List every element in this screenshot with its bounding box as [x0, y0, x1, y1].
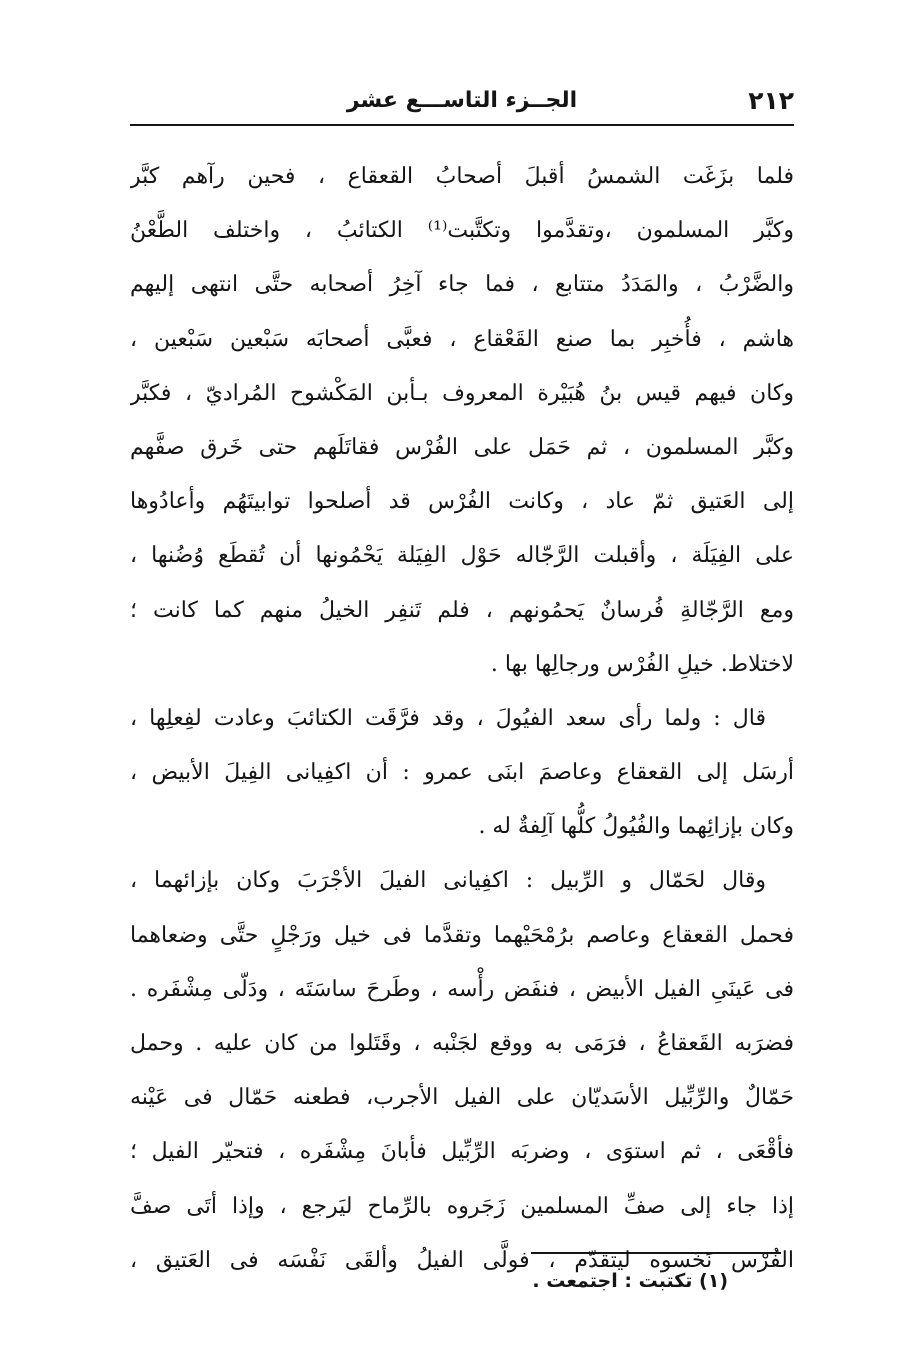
text-line: فأقْعَى ، ثم استوَى ، وضربَه الرِّبِّيل فأبانَ مِشْفَره ، فتحيّر الفيل ؛ — [130, 1139, 794, 1165]
footnote-rule — [531, 1252, 781, 1254]
text-line: هاشم ، فأُخبِر بما صنع القَعْقاع ، فعبَّى أصحابَه سَبْعين سَبْعين ، — [130, 326, 794, 352]
text-line: الفُرْس نَخَسوه ليتقدّم ، فولَّى الفيلُ وألقَى نَفْسَه فى العَتيق ، — [130, 1247, 794, 1273]
text-line: وكان بإزائِهما والفُيُولُ كلُّها آلِفةٌ له . — [478, 814, 794, 840]
text-line: فى عَينَىِ الفيل الأبيض ، فنفَض رأْسه ، وطَرحَ ساسَتَه ، ودَلّى مِشْفَره . — [130, 976, 794, 1002]
text-line: وكان فيهم قيس بنُ هُبَيْرة المعروف بـأبن المَكْشوح المُراديّ ، فكبَّر — [130, 380, 794, 406]
header-rule — [130, 124, 794, 126]
text-line: حَمّالٌ والرِّبِّيل الأسَديّان على الفيل الأجرب، فطعنه حَمّال فى عَيْنه — [130, 1085, 794, 1111]
running-title: الجــزء التاســـع عشر — [346, 88, 578, 113]
text-line: أرسَل إلى القعقاع وعاصمَ ابنَى عمرو : أن اكفِيانى الفِيلَ الأبيض ، — [130, 760, 794, 786]
text-line: إلى العَتيق ثمّ عاد ، وكانت الفُرْس قد أصلحوا توابيتَهُم وأعادُوها — [130, 489, 794, 515]
page-header — [130, 84, 794, 124]
paragraph — [130, 854, 794, 1288]
text-line: وقال لحَمّال و الرِّبيل : اكفِيانى الفيلَ الأجْرَبَ وكان بإزائهما ، — [130, 868, 766, 894]
text-line: وكبَّر المسلمون ، ثم حَمَل على الفُرْس فقاتَلَهم حتى خَرق صفَّهم — [130, 434, 794, 460]
text-line: على الفِيَلَة ، وأقبلت الرَّجّاله حَوْل الفِيَلة يَحْمُونها أن تُقطَع وُضُنها ، — [130, 543, 794, 569]
text-line: لاختلاط. خيلِ الفُرْس ورجالِها بها . — [490, 651, 794, 677]
text-line: فحمل القعقاع وعاصم برُمْحَيْهما وتقدَّما فى خيل ورَجْلٍ حتَّى وضعاهما — [130, 922, 794, 948]
text-line: قال : ولما رأى سعد الفيُولَ ، وقد فرَّقَت الكتائبَ وعادت لفِعلِها ، — [130, 705, 766, 731]
text-line: وكبَّر المسلمون ،وتقدَّموا وتكتَّبت⁽¹⁾ الكتائبُ ، واختلف الطَّعْنُ — [130, 218, 794, 244]
text-line: فلما بزَغَت الشمسُ أقبلَ أصحابُ القعقاع ، فحين رآهم كبَّر — [130, 164, 794, 189]
paragraph — [130, 692, 794, 855]
page-number: ٢١٢ — [748, 86, 794, 115]
footnote: (١) تكتبت : اجتمعت . — [532, 1270, 728, 1292]
main-text — [130, 150, 794, 1288]
text-line: ومع الرَّجّالةِ فُرسانٌ يَحمُونهم ، فلم تَنفِر الخيلُ منهم كما كانت ؛ — [130, 597, 794, 623]
text-line: والضَّرْبُ ، والمَدَدُ متتابع ، فما جاء آخِرُ أصحابه حتَّى انتهى إليهم — [130, 272, 794, 298]
text-line: إذا جاء إلى صفِّ المسلمين زَجَروه بالرِّماح ليَرجع ، وإذا أتَى صفَّ — [130, 1193, 794, 1219]
text-line: فضرَبه القَعقاعُ ، فرَمَى به ووقع لجَنْبه ، وقَتَلوا من كان عليه . وحمل — [130, 1031, 794, 1056]
paragraph — [130, 150, 794, 692]
